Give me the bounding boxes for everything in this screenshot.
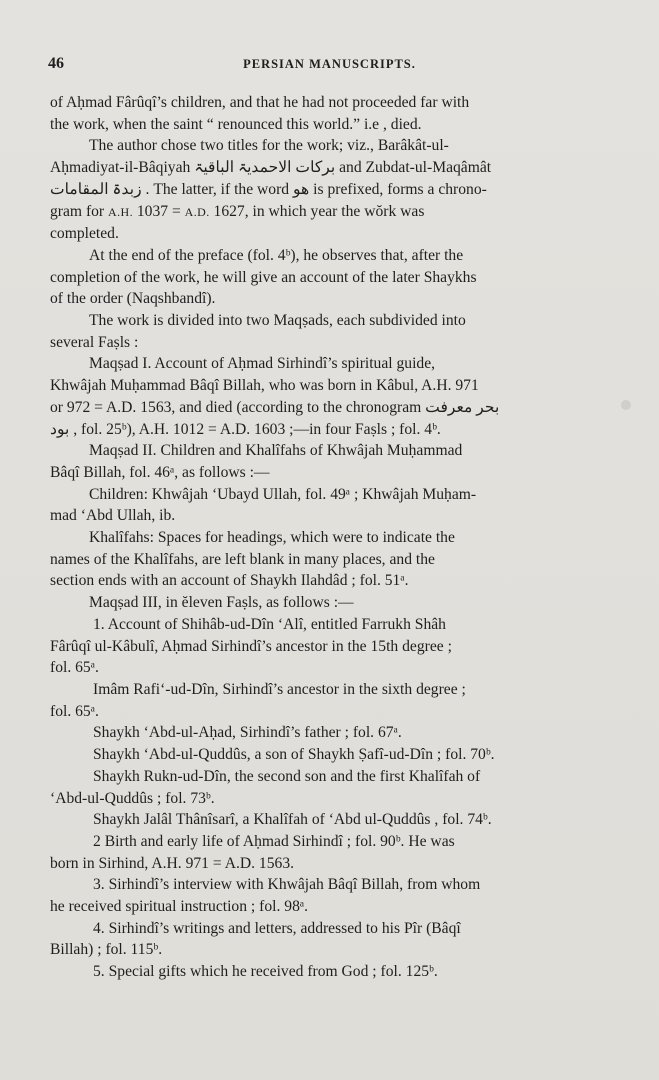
text-line: Bâqî Billah, fol. 46ᵃ, as follows :— xyxy=(50,463,270,481)
text-line: Maqṣad III, in ĕleven Faṣls, as follows :— xyxy=(89,594,354,612)
body-text xyxy=(50,92,610,983)
text-line: names of the Khalîfahs, are left blank in many places, and the xyxy=(50,550,435,568)
text-line: Shaykh ‘Abd-ul-Quddûs, a son of Shaykh Ṣafî-ud-Dîn ; fol. 70ᵇ. xyxy=(93,746,495,764)
text-line: Khwâjah Muḥammad Bâqî Billah, who was born in Kâbul, A.H. 971 xyxy=(50,377,479,395)
text-line: زبدۃ المقامات . The latter, if the word هو is prefixed, forms a chrono- xyxy=(50,180,487,198)
paper-stain xyxy=(621,400,631,410)
text-line: Maqṣad II. Children and Khalîfahs of Khwâjah Muḥammad xyxy=(89,442,463,460)
text-line: he received spiritual instruction ; fol. 98ᵃ. xyxy=(50,898,309,916)
page-number: 46 xyxy=(48,55,64,72)
text-line xyxy=(50,201,610,224)
running-head xyxy=(48,55,611,77)
text-line: Billah) ; fol. 115ᵇ. xyxy=(50,941,163,959)
text-line: 4. Sirhindî’s writings and letters, addressed to his Pîr (Bâqî xyxy=(93,919,461,937)
text-fragment: 1627, in which year the wŏrk was xyxy=(213,202,425,220)
text-line: 1. Account of Shihâb-ud-Dîn ‘Alî, entitled Farrukh Shâh xyxy=(93,615,446,633)
text-line: several Faṣls : xyxy=(50,333,139,351)
text-line: mad ‘Abd Ullah, ib. xyxy=(50,507,176,525)
era-abbrev: A.D. xyxy=(184,204,210,219)
text-line: بود , fol. 25ᵇ), A.H. 1012 = A.D. 1603 ;—in four Faṣls ; fol. 4ᵇ. xyxy=(50,420,441,438)
text-line: Shaykh ‘Abd-ul-Aḥad, Sirhindî’s father ; fol. 67ᵃ. xyxy=(93,724,402,742)
text-fragment: 1037 = xyxy=(136,202,181,220)
text-line: Maqṣad I. Account of Aḥmad Sirhindî’s spiritual guide, xyxy=(89,355,436,373)
text-line: born in Sirhind, A.H. 971 = A.D. 1563. xyxy=(50,854,295,872)
text-line: Children: Khwâjah ‘Ubayd Ullah, fol. 49ᵃ ; Khwâjah Muḥam- xyxy=(89,485,477,503)
text-line: Shaykh Rukn-ud-Dîn, the second son and the first Khalîfah of xyxy=(93,767,481,785)
page-header-title: PERSIAN MANUSCRIPTS. xyxy=(243,57,416,71)
text-line: Shaykh Jalâl Thânîsarî, a Khalîfah of ‘Abd ul-Quddûs , fol. 74ᵇ. xyxy=(93,811,492,829)
text-fragment: gram for xyxy=(50,202,105,220)
text-line: Aḥmadiyat-il-Bâqiyah برکات الاحمدیۃ الباقیۃ and Zubdat-ul-Maqâmât xyxy=(50,159,492,177)
text-line: 5. Special gifts which he received from God ; fol. 125ᵇ. xyxy=(93,963,438,981)
text-line: the work, when the saint “ renounced this world.” i.e , died. xyxy=(50,115,422,133)
text-line: of Aḥmad Fârûqî’s children, and that he had not proceeded far with xyxy=(50,94,470,111)
text-line: The work is divided into two Maqṣads, each subdivided into xyxy=(89,312,466,330)
text-line: 3. Sirhindî’s interview with Khwâjah Bâqî Billah, from whom xyxy=(93,876,481,894)
text-line: completion of the work, he will give an account of the later Shaykhs xyxy=(50,268,477,286)
text-line: section ends with an account of Shaykh Ilahdâd ; fol. 51ᵃ. xyxy=(50,572,409,590)
text-line: completed. xyxy=(50,225,119,243)
text-line: ‘Abd-ul-Quddûs ; fol. 73ᵇ. xyxy=(50,789,215,807)
text-line: The author chose two titles for the work; viz., Barâkât-ul- xyxy=(89,137,449,155)
text-line: Khalîfahs: Spaces for headings, which were to indicate the xyxy=(89,529,455,547)
text-line: fol. 65ᵃ. xyxy=(50,659,99,677)
text-line: Fârûqî ul-Kâbulî, Aḥmad Sirhindî’s ancestor in the 15th degree ; xyxy=(50,637,452,655)
text-line: of the order (Naqshbandî). xyxy=(50,290,216,308)
era-abbrev: A.H. xyxy=(108,204,133,219)
text-line: fol. 65ᵃ. xyxy=(50,702,99,720)
text-line: 2 Birth and early life of Aḥmad Sirhindî ; fol. 90ᵇ. He was xyxy=(93,832,455,850)
text-line: or 972 = A.D. 1563, and died (according to the chronogram بحر معرفت xyxy=(50,398,500,416)
text-line: Imâm Rafi‘-ud-Dîn, Sirhindî’s ancestor in the sixth degree ; xyxy=(93,680,466,698)
text-line: At the end of the preface (fol. 4ᵇ), he observes that, after the xyxy=(89,246,464,264)
